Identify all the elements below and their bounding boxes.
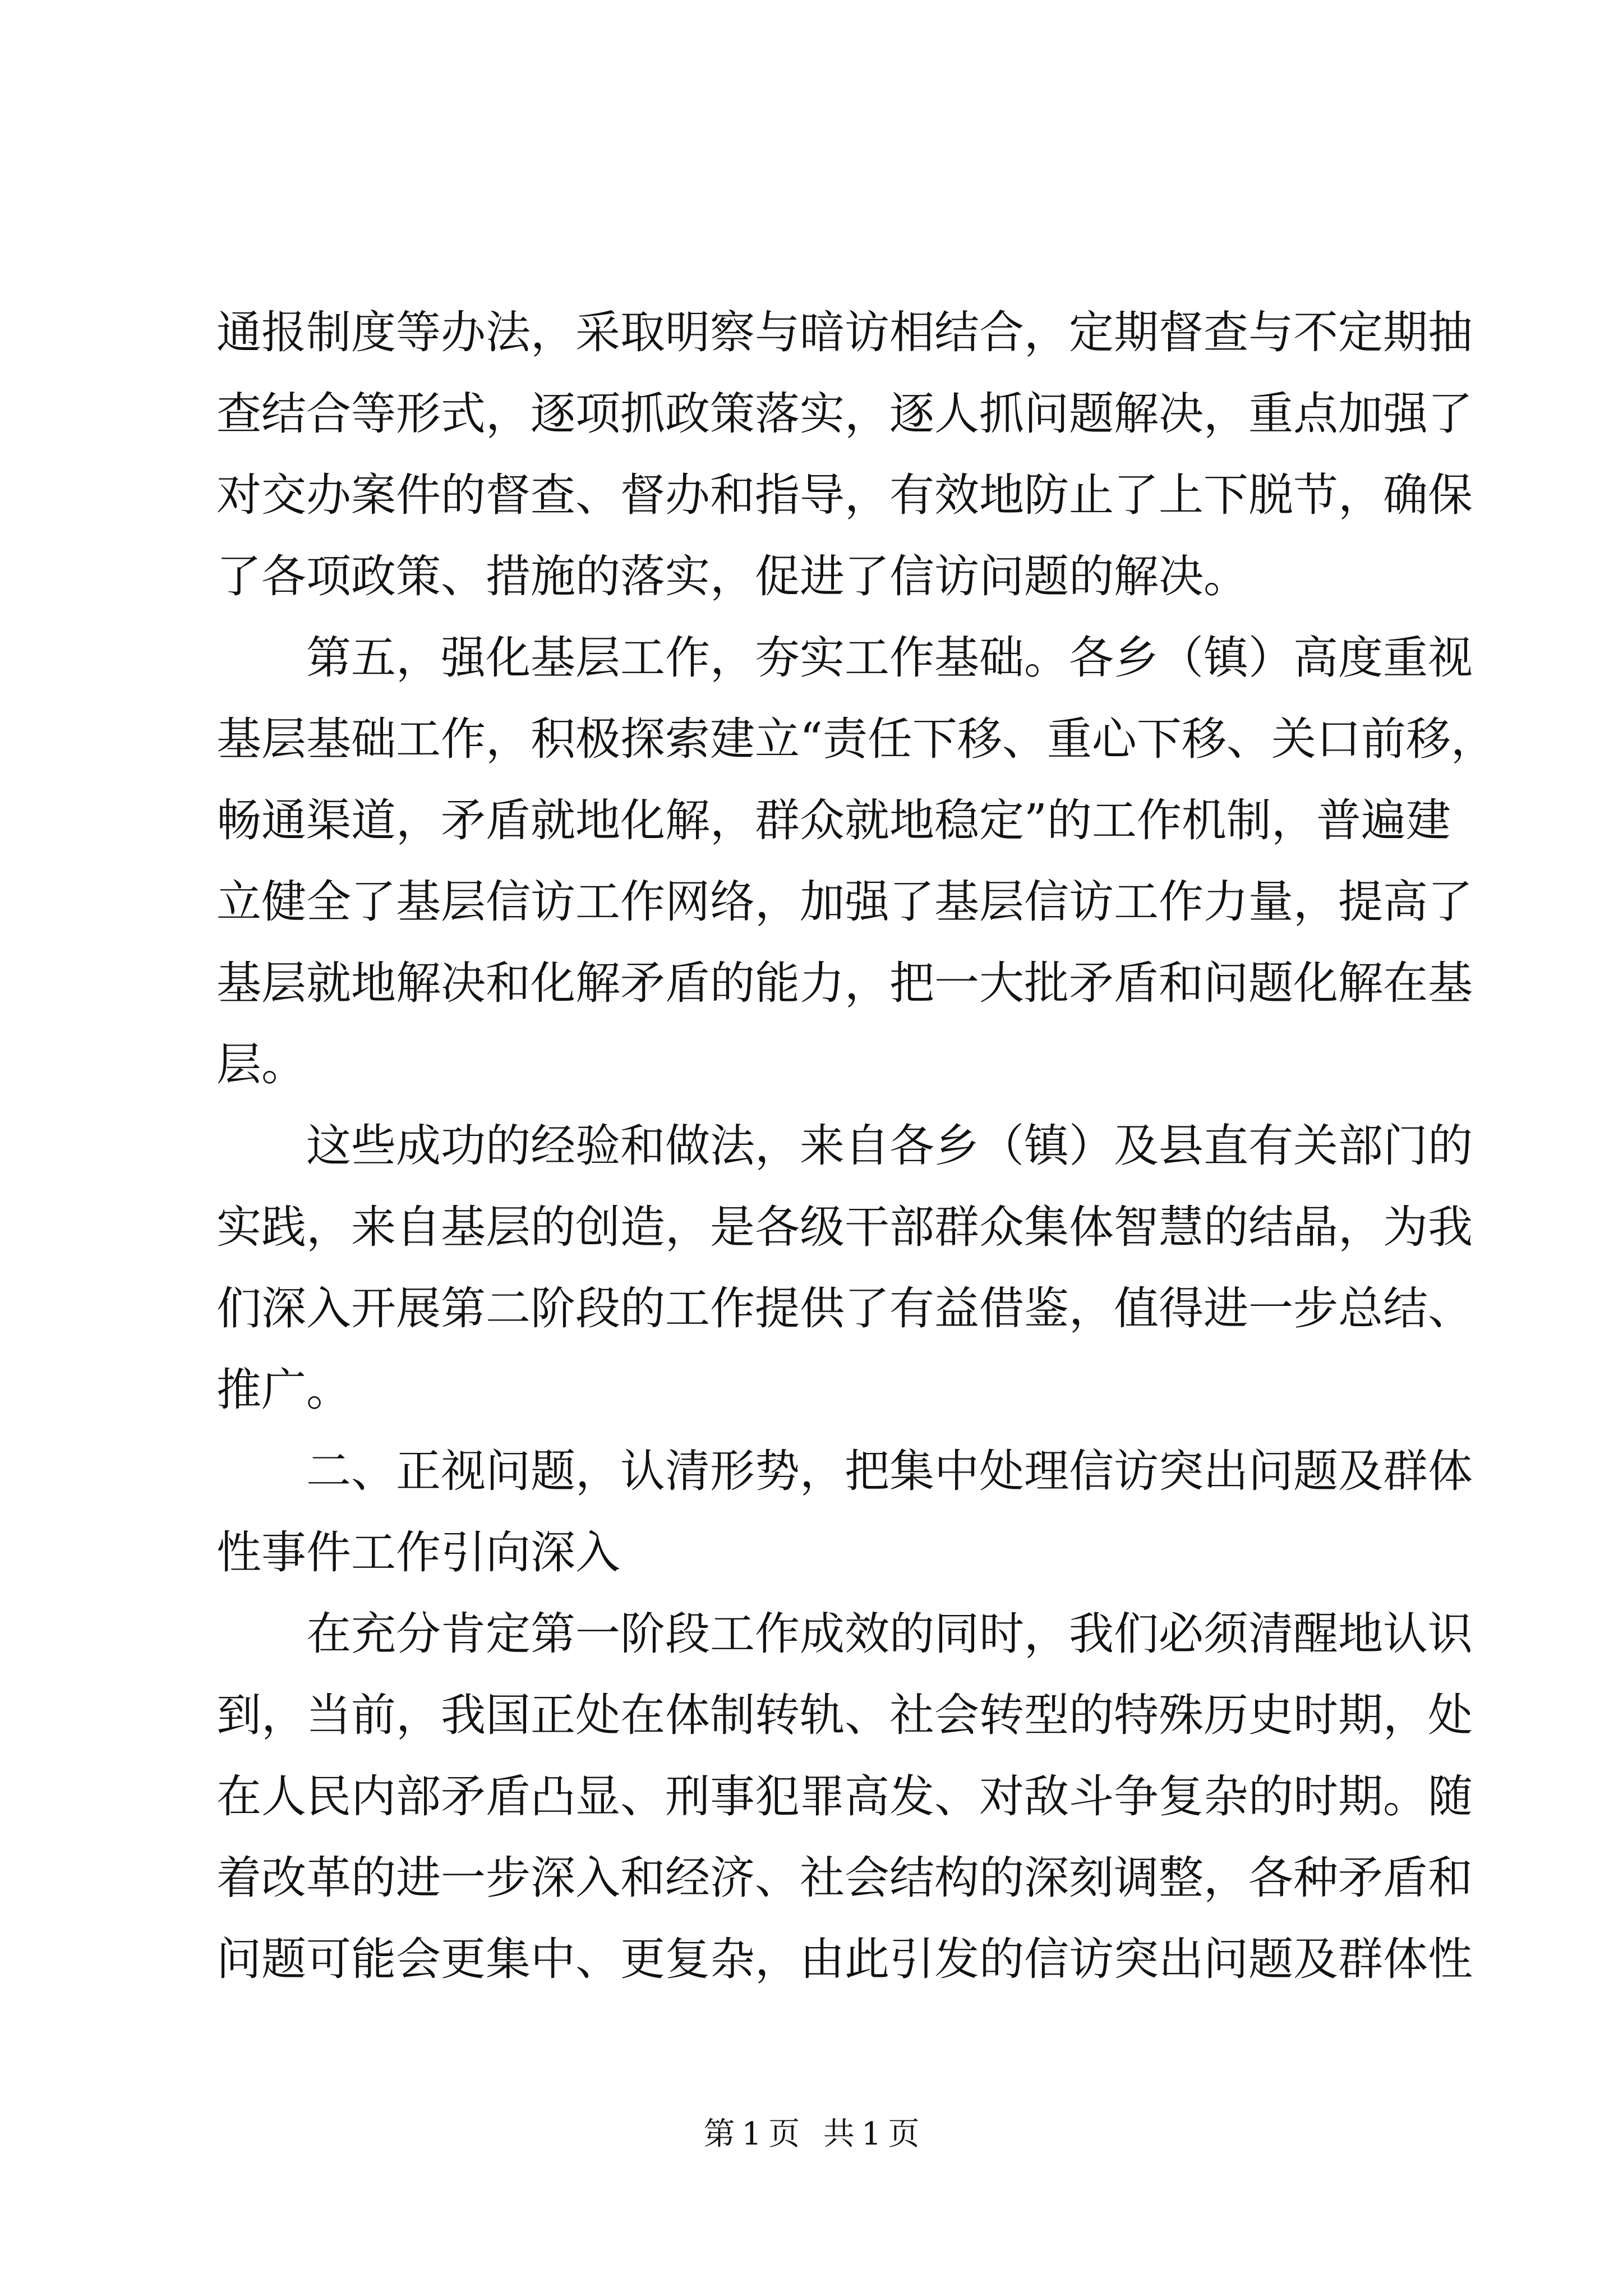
paragraph-2-line-3: 畅通渠道，矛盾就地化解，群众就地稳定”的工作机制，普遍建 <box>216 794 1451 846</box>
paragraph-5-line-5: 问题可能会更集中、更复杂，由此引发的信访突出问题及群体性 <box>216 1933 1473 1985</box>
paragraph-5-line-3: 在人民内部矛盾凸显、刑事犯罪高发、对敌斗争复杂的时期。随 <box>216 1770 1473 1823</box>
paragraph-5-line-2: 到，当前，我国正处在体制转轨、社会转型的特殊历史时期，处 <box>216 1689 1473 1741</box>
paragraph-1-line-2: 查结合等形式，逐项抓政策落实，逐人抓问题解决，重点加强了 <box>216 388 1473 440</box>
paragraph-2-line-5: 基层就地解决和化解矛盾的能力，把一大批矛盾和问题化解在基 <box>216 957 1473 1009</box>
page-number-indicator <box>700 2116 803 2152</box>
paragraph-2-line-1: 第五，强化基层工作，夯实工作基础。各乡（镇）高度重视 <box>306 632 1473 684</box>
paragraph-5-line-1: 在充分肯定第一阶段工作成效的同时，我们必须清醒地认识 <box>306 1608 1473 1660</box>
paragraph-3-line-4: 推广。 <box>216 1364 351 1416</box>
paragraph-3-line-1: 这些成功的经验和做法，来自各乡（镇）及县直有关部门的 <box>306 1120 1473 1172</box>
section-heading-line-2: 性事件工作引向深入 <box>216 1526 620 1579</box>
paragraph-1-line-1: 通报制度等办法，采取明察与暗访相结合，定期督查与不定期抽 <box>216 306 1473 358</box>
total-pages-indicator <box>820 2116 923 2152</box>
page-number: 1 <box>741 2116 762 2152</box>
paragraph-5-line-4: 着改革的进一步深入和经济、社会结构的深刻调整，各种矛盾和 <box>216 1852 1473 1904</box>
page-label: 第 <box>703 2116 735 2152</box>
paragraph-3-line-3: 们深入开展第二阶段的工作提供了有益借鉴，值得进一步总结、 <box>216 1282 1473 1335</box>
paragraph-1-line-3: 对交办案件的督查、督办和指导，有效地防止了上下脱节，确保 <box>216 469 1473 521</box>
paragraph-2-line-2: 基层基础工作，积极探索建立“责任下移、重心下移、关口前移， <box>216 713 1496 765</box>
paragraph-1-line-4: 了各项政策、措施的落实，促进了信访问题的解决。 <box>216 550 1248 602</box>
page-unit: 页 <box>768 2116 800 2152</box>
paragraph-2-line-4: 立健全了基层信访工作网络，加强了基层信访工作力量，提高了 <box>216 876 1473 928</box>
paragraph-2-line-6: 层。 <box>216 1038 306 1091</box>
section-heading-line-1: 二、正视问题，认清形势，把集中处理信访突出问题及群体 <box>306 1445 1473 1497</box>
total-unit: 页 <box>888 2116 920 2152</box>
document-body <box>216 292 1496 2000</box>
page-footer <box>0 2115 1623 2154</box>
total-label: 共 <box>823 2116 855 2152</box>
total-number: 1 <box>861 2116 882 2152</box>
paragraph-3-line-2: 实践，来自基层的创造，是各级干部群众集体智慧的结晶，为我 <box>216 1201 1473 1253</box>
